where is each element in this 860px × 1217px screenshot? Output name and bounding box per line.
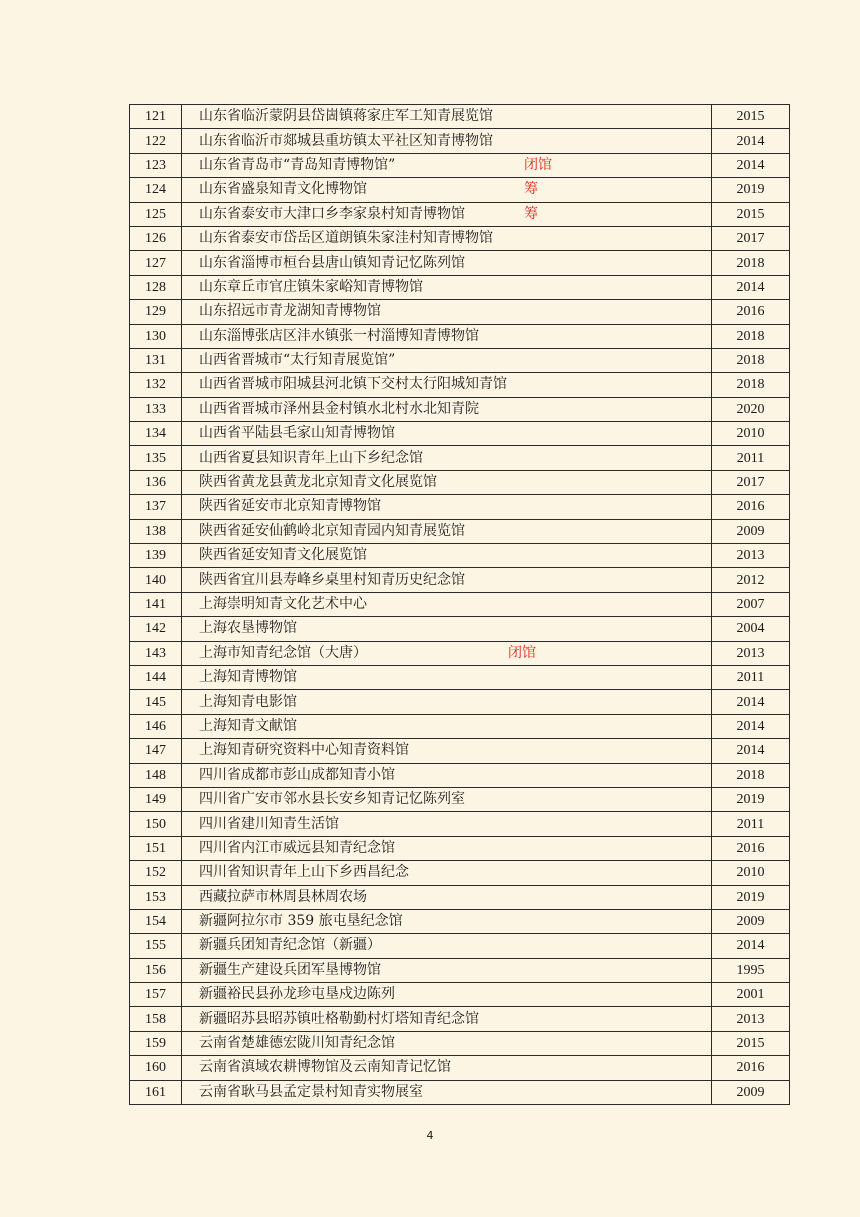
museum-name: 山东省青岛市“青岛知青博物馆”: [199, 156, 396, 173]
year-cell: 2019: [712, 885, 790, 909]
year-cell: 2017: [712, 470, 790, 494]
table-row: [130, 226, 790, 250]
table-row: [130, 544, 790, 568]
table-row: [130, 153, 790, 177]
museum-name: 山东省临沂市郯城县重坊镇太平社区知青博物馆: [199, 132, 493, 149]
museum-name-cell: [182, 519, 712, 543]
table-row: [130, 324, 790, 348]
year-cell: 2009: [712, 519, 790, 543]
year-cell: 2017: [712, 226, 790, 250]
row-number: 136: [130, 470, 182, 494]
status-note: 筹: [524, 181, 538, 198]
museum-name: 上海知青博物馆: [199, 669, 297, 686]
table-row: [130, 934, 790, 958]
museum-name: 山西省夏县知识青年上山下乡纪念馆: [199, 449, 423, 466]
status-note: 闭馆: [508, 644, 536, 661]
year-cell: 2016: [712, 495, 790, 519]
year-cell: 2001: [712, 983, 790, 1007]
year-cell: 2016: [712, 1056, 790, 1080]
row-number: 146: [130, 714, 182, 738]
museum-name-cell: [182, 495, 712, 519]
year-cell: 2004: [712, 617, 790, 641]
museum-name: 新疆阿拉尔市 359 旅屯垦纪念馆: [199, 913, 403, 930]
museum-name: 四川省建川知青生活馆: [199, 815, 339, 832]
museum-name: 云南省滇域农耕博物馆及云南知青记忆馆: [199, 1059, 451, 1076]
row-number: 130: [130, 324, 182, 348]
year-cell: 2011: [712, 446, 790, 470]
year-cell: 2015: [712, 1031, 790, 1055]
table-row: [130, 519, 790, 543]
row-number: 138: [130, 519, 182, 543]
museum-name-cell: [182, 617, 712, 641]
museum-name-cell: [182, 885, 712, 909]
museum-name: 上海崇明知青文化艺术中心: [199, 596, 367, 612]
table-row: [130, 641, 790, 665]
year-cell: 2016: [712, 300, 790, 324]
table-row: [130, 422, 790, 446]
museum-name-cell: [182, 592, 712, 616]
museum-name: 山东省淄博市桓台县唐山镇知青记忆陈列馆: [199, 254, 465, 271]
museum-name-cell: [182, 1007, 712, 1031]
table-row: [130, 836, 790, 860]
museum-name-cell: [182, 1031, 712, 1055]
table-row: [130, 275, 790, 299]
museum-name-cell: [182, 665, 712, 689]
museum-name-cell: [182, 470, 712, 494]
museum-name-cell: [182, 105, 712, 129]
table-body: [130, 105, 790, 1105]
row-number: 134: [130, 422, 182, 446]
museum-name: 陕西省延安仙鹤岭北京知青园内知青展览馆: [199, 522, 465, 539]
museum-name-cell: [182, 763, 712, 787]
museum-name: 四川省广安市邻水县长安乡知青记忆陈列室: [199, 791, 465, 808]
year-cell: 2014: [712, 275, 790, 299]
museum-name: 山东淄博张店区沣水镇张一村淄博知青博物馆: [199, 327, 479, 344]
row-number: 135: [130, 446, 182, 470]
museum-name: 山西省晋城市“太行知青展览馆”: [199, 352, 396, 369]
museum-name: 陕西省延安知青文化展览馆: [199, 547, 367, 564]
row-number: 155: [130, 934, 182, 958]
museum-name: 云南省耿马县孟定景村知青实物展室: [199, 1083, 423, 1100]
year-cell: 2014: [712, 153, 790, 177]
museum-name: 山西省晋城市阳城县河北镇下交村太行阳城知青馆: [199, 376, 507, 393]
table-row: [130, 1080, 790, 1104]
museum-table: [129, 104, 790, 1105]
row-number: 129: [130, 300, 182, 324]
museum-name-cell: [182, 324, 712, 348]
museum-name-cell: [182, 1080, 712, 1104]
museum-name: 山东省临沂蒙阴县岱崮镇蒋家庄军工知青展览馆: [199, 108, 493, 125]
row-number: 128: [130, 275, 182, 299]
museum-name-cell: [182, 861, 712, 885]
row-number: 158: [130, 1007, 182, 1031]
year-cell: 2013: [712, 1007, 790, 1031]
row-number: 148: [130, 763, 182, 787]
year-cell: 2009: [712, 909, 790, 933]
museum-name-cell: [182, 812, 712, 836]
museum-name-cell: [182, 983, 712, 1007]
museum-name: 上海知青研究资料中心知青资料馆: [199, 742, 409, 759]
museum-name-cell: [182, 251, 712, 275]
year-cell: 2011: [712, 665, 790, 689]
row-number: 150: [130, 812, 182, 836]
museum-name: 山东省泰安市岱岳区道朗镇朱家洼村知青博物馆: [199, 230, 493, 247]
year-cell: 2018: [712, 373, 790, 397]
museum-name: 云南省楚雄德宏陇川知青纪念馆: [199, 1035, 395, 1052]
table-row: [130, 495, 790, 519]
museum-name: 陕西省宜川县寿峰乡桌里村知青历史纪念馆: [199, 571, 465, 588]
table-row: [130, 202, 790, 226]
row-number: 137: [130, 495, 182, 519]
table-row: [130, 300, 790, 324]
table-row: [130, 983, 790, 1007]
row-number: 133: [130, 397, 182, 421]
year-cell: 2013: [712, 641, 790, 665]
row-number: 125: [130, 202, 182, 226]
museum-name: 陕西省延安市北京知青博物馆: [199, 498, 381, 515]
museum-name-cell: [182, 129, 712, 153]
museum-name-cell: [182, 397, 712, 421]
table-row: [130, 348, 790, 372]
year-cell: 2019: [712, 787, 790, 811]
year-cell: 2018: [712, 324, 790, 348]
museum-name-cell: [182, 836, 712, 860]
table-row: [130, 763, 790, 787]
museum-name-cell: [182, 909, 712, 933]
museum-name-cell: [182, 690, 712, 714]
year-cell: 2009: [712, 1080, 790, 1104]
status-note: 筹: [524, 205, 538, 222]
row-number: 157: [130, 983, 182, 1007]
row-number: 142: [130, 617, 182, 641]
museum-name: 山东招远市青龙湖知青博物馆: [199, 303, 381, 320]
status-note: 闭馆: [524, 156, 552, 173]
table-row: [130, 470, 790, 494]
museum-name-cell: [182, 348, 712, 372]
row-number: 144: [130, 665, 182, 689]
museum-name-cell: [182, 1056, 712, 1080]
museum-name-cell: [182, 446, 712, 470]
year-cell: 1995: [712, 958, 790, 982]
museum-name-cell: [182, 958, 712, 982]
museum-name-cell: [182, 202, 712, 226]
museum-name: 新疆生产建设兵团军垦博物馆: [199, 961, 381, 978]
museum-name: 上海农垦博物馆: [199, 620, 297, 637]
table-row: [130, 373, 790, 397]
museum-name: 四川省内江市威远县知青纪念馆: [199, 839, 395, 856]
row-number: 156: [130, 958, 182, 982]
table-row: [130, 787, 790, 811]
museum-name-cell: [182, 568, 712, 592]
year-cell: 2014: [712, 739, 790, 763]
row-number: 127: [130, 251, 182, 275]
year-cell: 2014: [712, 934, 790, 958]
year-cell: 2015: [712, 202, 790, 226]
museum-name-cell: [182, 641, 712, 665]
row-number: 151: [130, 836, 182, 860]
page-number: 4: [426, 1129, 434, 1142]
table-row: [130, 105, 790, 129]
row-number: 149: [130, 787, 182, 811]
row-number: 160: [130, 1056, 182, 1080]
year-cell: 2012: [712, 568, 790, 592]
museum-name: 上海市知青纪念馆（大唐）: [199, 644, 367, 661]
row-number: 139: [130, 544, 182, 568]
table-row: [130, 1031, 790, 1055]
row-number: 145: [130, 690, 182, 714]
museum-name: 山西省晋城市泽州县金村镇水北村水北知青院: [199, 400, 479, 417]
year-cell: 2011: [712, 812, 790, 836]
table-row: [130, 178, 790, 202]
table-row: [130, 617, 790, 641]
museum-name-cell: [182, 300, 712, 324]
year-cell: 2014: [712, 714, 790, 738]
museum-name: 山西省平陆县毛家山知青博物馆: [199, 425, 395, 442]
table-row: [130, 885, 790, 909]
row-number: 143: [130, 641, 182, 665]
museum-name: 陕西省黄龙县黄龙北京知青文化展览馆: [199, 474, 437, 491]
row-number: 141: [130, 592, 182, 616]
museum-name: 四川省成都市彭山成都知青小馆: [199, 766, 395, 783]
table-row: [130, 397, 790, 421]
table-row: [130, 665, 790, 689]
year-cell: 2013: [712, 544, 790, 568]
table-row: [130, 592, 790, 616]
row-number: 153: [130, 885, 182, 909]
row-number: 121: [130, 105, 182, 129]
year-cell: 2018: [712, 251, 790, 275]
year-cell: 2019: [712, 178, 790, 202]
museum-name: 四川省知识青年上山下乡西昌纪念: [199, 864, 409, 881]
museum-name-cell: [182, 714, 712, 738]
museum-name-cell: [182, 544, 712, 568]
year-cell: 2014: [712, 690, 790, 714]
year-cell: 2020: [712, 397, 790, 421]
table-row: [130, 714, 790, 738]
year-cell: 2007: [712, 592, 790, 616]
museum-name-cell: [182, 226, 712, 250]
table-row: [130, 251, 790, 275]
museum-name: 山东章丘市官庄镇朱家峪知青博物馆: [199, 278, 423, 295]
row-number: 131: [130, 348, 182, 372]
row-number: 124: [130, 178, 182, 202]
museum-name-cell: [182, 153, 712, 177]
table-row: [130, 739, 790, 763]
museum-name-cell: [182, 373, 712, 397]
row-number: 154: [130, 909, 182, 933]
museum-name: 上海知青电影馆: [199, 693, 297, 710]
museum-name-cell: [182, 275, 712, 299]
row-number: 140: [130, 568, 182, 592]
row-number: 132: [130, 373, 182, 397]
row-number: 152: [130, 861, 182, 885]
year-cell: 2016: [712, 836, 790, 860]
year-cell: 2014: [712, 129, 790, 153]
table-row: [130, 690, 790, 714]
table-row: [130, 446, 790, 470]
museum-name-cell: [182, 787, 712, 811]
museum-name-cell: [182, 422, 712, 446]
table-row: [130, 568, 790, 592]
row-number: 159: [130, 1031, 182, 1055]
museum-name: 新疆兵团知青纪念馆（新疆）: [199, 937, 381, 954]
museum-name: 西藏拉萨市林周县林周农场: [199, 888, 367, 905]
museum-name: 山东省泰安市大津口乡李家泉村知青博物馆: [199, 205, 465, 222]
year-cell: 2018: [712, 763, 790, 787]
row-number: 126: [130, 226, 182, 250]
table-row: [130, 861, 790, 885]
table-row: [130, 812, 790, 836]
row-number: 147: [130, 739, 182, 763]
row-number: 122: [130, 129, 182, 153]
year-cell: 2010: [712, 422, 790, 446]
museum-name-cell: [182, 934, 712, 958]
year-cell: 2015: [712, 105, 790, 129]
year-cell: 2010: [712, 861, 790, 885]
row-number: 123: [130, 153, 182, 177]
row-number: 161: [130, 1080, 182, 1104]
museum-name-cell: [182, 178, 712, 202]
museum-name: 新疆裕民县孙龙珍屯垦戍边陈列: [199, 986, 395, 1003]
year-cell: 2018: [712, 348, 790, 372]
museum-name: 上海知青文献馆: [199, 717, 297, 734]
museum-name: 山东省盛泉知青文化博物馆: [199, 181, 367, 198]
museum-name-cell: [182, 739, 712, 763]
museum-name: 新疆昭苏县昭苏镇吐格勒勤村灯塔知青纪念馆: [199, 1010, 479, 1027]
table-row: [130, 129, 790, 153]
table-row: [130, 1056, 790, 1080]
table-row: [130, 1007, 790, 1031]
table-row: [130, 909, 790, 933]
table-row: [130, 958, 790, 982]
